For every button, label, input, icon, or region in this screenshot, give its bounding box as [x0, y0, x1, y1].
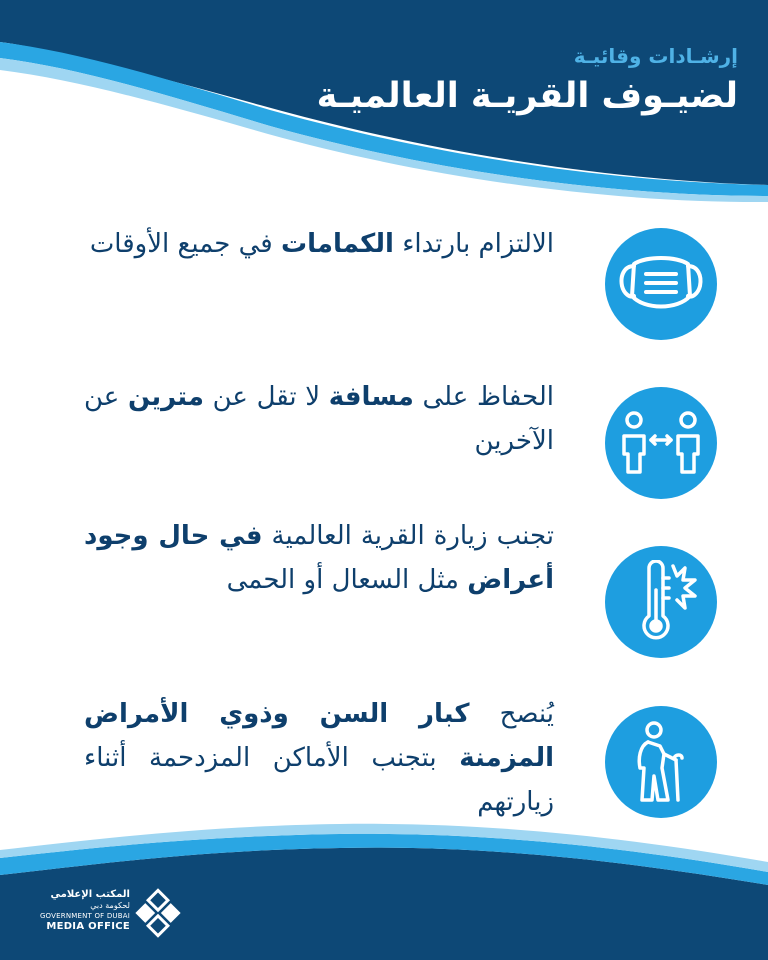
face-mask-icon: [605, 228, 717, 340]
guideline-emphasis: الكمامات: [280, 229, 394, 259]
guideline-segment: لا تقل عن: [204, 382, 329, 412]
header-title: لضيـوف القريـة العالميـة: [316, 76, 738, 116]
guideline-emphasis: مسافة: [328, 382, 414, 412]
header: [317, 42, 738, 120]
guideline-text: [84, 222, 554, 266]
thermometer-icon: [605, 546, 717, 658]
guideline-emphasis: في حال وجود أعراض: [84, 521, 554, 595]
logo-text: [30, 889, 130, 933]
guideline-segment: مثل السعال أو الحمى: [226, 565, 468, 595]
guideline-item-elderly: [70, 692, 720, 842]
guideline-segment: يُنصح: [469, 699, 554, 729]
guideline-text: [84, 375, 554, 463]
guideline-item-mask: [70, 222, 720, 372]
guideline-emphasis: مترين: [127, 382, 204, 412]
logo-arabic: المكتب الإعلامي: [50, 889, 130, 900]
guideline-item-distance: [70, 375, 720, 525]
guideline-segment: الحفاظ على: [413, 382, 554, 412]
logo-arabic-sub: لحكومة دبي: [90, 901, 130, 910]
guideline-segment: تجنب زيارة القرية العالمية: [262, 521, 554, 551]
guideline-emphasis: كبار السن وذوي الأمراض المزمنة: [84, 699, 554, 773]
guideline-item-symptoms: [70, 514, 720, 664]
logo-government: GOVERNMENT OF DUBAI: [39, 912, 130, 920]
guideline-segment: عن الآخرين: [84, 382, 554, 456]
guideline-segment: بتجنب الأماكن المزدحمة أثناء زيارتهم: [84, 743, 554, 817]
media-office-diamond-icon: [132, 887, 184, 939]
guideline-segment: في جميع الأوقات: [89, 229, 281, 259]
header-subtitle: إرشـادات وقائيـة: [573, 44, 738, 68]
guideline-text: [84, 692, 554, 824]
guideline-segment: الالتزام بارتداء: [393, 229, 554, 259]
guideline-text: [84, 514, 554, 602]
logo-media-office: MEDIA OFFICE: [46, 921, 130, 932]
elderly-person-icon: [605, 706, 717, 818]
media-office-logo: [30, 885, 190, 945]
social-distance-icon: [605, 387, 717, 499]
